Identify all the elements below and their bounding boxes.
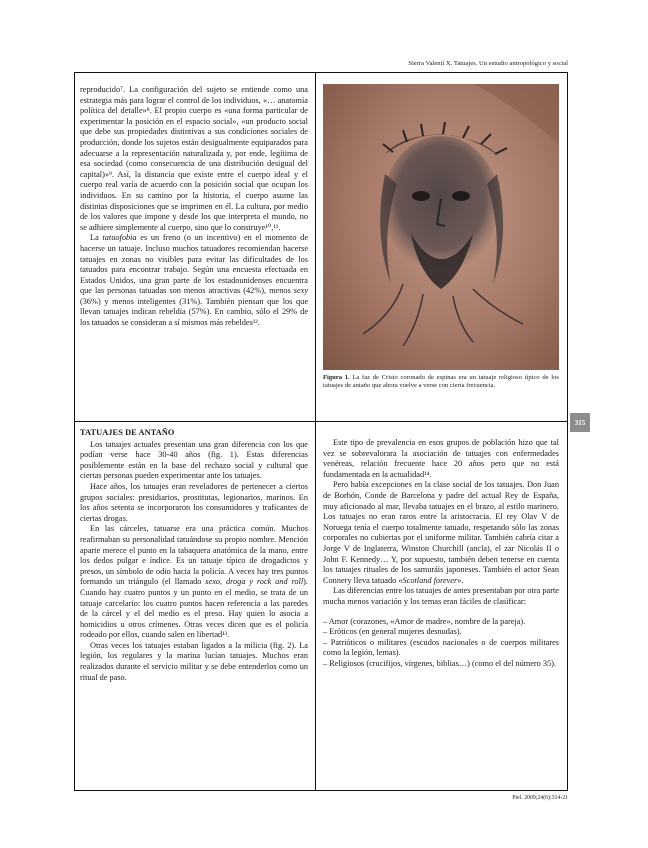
paragraph: Las diferencias entre los tatuajes de antes presentaban por otra parte mucha menos variación y los temas eran fáciles de clasificar: <box>323 586 559 606</box>
left-box-top-rule <box>74 72 75 790</box>
list-item: – Religiosos (crucifijos, vírgenes, biblias…) (como el del número 35). <box>323 658 557 668</box>
paragraph: La tatuofobia es un freno (o un incentivo) en el momento de hacerse un tatuaje. Incluso muchos tatuadores recomiendan hacerse tatuajes en zonas no visibles para evitar las dificultades de los tatuados para encontrar trabajo. Según una encuesta efectuada en Estados Unidos, una gran parte de los estadounidenses encuentra que las personas tatuadas son menos atractivas (42%), menos sexy (36%) y menos inteligentes (31%). También piensan que los que llevan tatuajes indican rebeldía (57%). En cambio, sólo el 29% de los tatuados se consideran a sí mismos más rebeldes¹². <box>80 233 309 328</box>
left-column-lower <box>80 428 308 683</box>
paragraph: Hace años, los tatuajes eran reveladores de pertenecer a ciertos grupos sociales: presidiarios, prostitutas, legionarios, marinos. En los años setenta se incorporaron los consumidores y traficantes de ciertas drogas. <box>80 481 308 523</box>
list-item: – Patrióticos o militares (escudos nacionales o de cuerpos militares como la legión, lemas). <box>323 637 559 658</box>
list-item: – Amor (corazones, «Amor de madre», nombre de la pareja). <box>323 616 526 626</box>
right-edge-rule <box>567 72 568 790</box>
paragraph: En las cárceles, tatuarse era una práctica común. Muchos reafirmaban su personalidad tatuándose su propio nombre. Mención aparte merece el punto en la tabaquera anatómica de la mano, entre los dedos pulgar e índice. Es un tatuaje típico de drogadictos y presos, un símbolo de odio hacia la policía. A veces hay tres puntos formando un triángulo (el llamado sexo, droga y rock and roll). Cuando hay cuatro puntos y un punto en el medio, se trata de un tatuaje carcelario: los cuatro puntos hacen referencia a las paredes de la cárcel y el del medio es el preso. Hay quien lo asocia a homicidios u otros crímenes. Otras veces dicen que es el policía rodeado por ellos, cuando salen en libertad¹³. <box>80 524 308 640</box>
paragraph: Los tatuajes actuales presentan una gran diferencia con los que podían verse hace 30-40 años (fig. 1). Estas diferencias posiblemente están en la base del rechazo social y cultural que ciertas personas pueden experimentar ante los tatuajes. <box>80 439 308 481</box>
journal-citation: Piel. 2009;24(6):314-21 <box>512 795 568 801</box>
paragraph: Pero había excepciones en la clase social de los tatuajes. Don Juan de Borbón, Conde de Barcelona y padre del actual Rey de España, muy aficionado al mar, llevaba tatuajes en el brazo, al estilo marinero. Los tatuajes no eran raros entre la aristocracia. El rey Olav V de Noruega tenía el cuerpo totalmente tatuado, respetando sólo las zonas corporales no cubiertas por el uniforme militar. También cabría citar a Jorge V de Inglaterra, Winston Churchill (ancla), el zar Nicolás II o John F. Kennedy… Y, por supuesto, también deben tenerse en cuenta los tatuajes rituales de los samuráis japoneses. También el actor Sean Connery lleva tatuado «Scotland forever». <box>323 480 559 585</box>
list-item: – Eróticos (en general mujeres desnudas). <box>323 627 462 637</box>
section-heading: TATUAJES DE ANTAÑO <box>80 428 175 437</box>
left-column-upper <box>80 85 308 329</box>
column-divider <box>315 72 316 790</box>
header-rule <box>74 72 568 73</box>
paragraph: Otras veces los tatuajes estaban ligados a la milicia (fig. 2). La legión, los regulares y la marina lucían tatuajes. Muchos eran realizados durante el servicio militar y se debe entenderlos como un ritual de paso. <box>80 640 308 682</box>
page-number-tab: 315 <box>570 413 590 432</box>
section-divider-rule <box>74 421 568 422</box>
figure-1-photo <box>323 84 559 370</box>
tattoo-photo-christ-face <box>323 84 559 370</box>
running-header: Sierra Valentí X. Tatuajes. Un estudio antropológico y social <box>408 60 568 67</box>
figure-1-caption: Figura 1. La faz de Cristo coronado de espinas era un tatuaje religioso típico de los tatuajes de antaño que ahora vuelve a verse con cierta frecuencia. <box>323 374 559 390</box>
footer-rule <box>74 790 568 791</box>
paragraph: Este tipo de prevalencia en esos grupos de población hizo que tal vez se sobrevalorara la asociación de tatuajes con enfermedades venéreas, relación frecuente hace 20 años pero que no está fundamentada en la actualidad¹⁴. <box>323 438 559 479</box>
paragraph: reproducido⁷. La configuración del sujeto se entiende como una estrategia más para lograr el control de los individuos, «… anatomía política del detalle»⁸. El propio cuerpo es «una forma particular de experimentar la posición en el espacio social», «un producto social que debe sus propiedades distintivas a sus condiciones sociales de producción, donde los sujetos están desigualmente equiparados para adecuarse a la representación naturalizada y, por ende, legítima de esa sociedad (como consecuencia de una distribución desigual del capital)»⁹. Así, la distancia que existe entre el cuerpo ideal y el cuerpo real varía de acuerdo con la posición social que ocupan los individuos. En su camino por la historia, el cuerpo asume las distintas disposiciones que se imprimen en él. La cultura, por medio de los valores que impone y desde los que interpreta el mundo, no se adhiere simplemente al cuerpo, sino que lo construye¹⁰,¹¹. <box>80 85 308 232</box>
right-column <box>323 438 559 669</box>
